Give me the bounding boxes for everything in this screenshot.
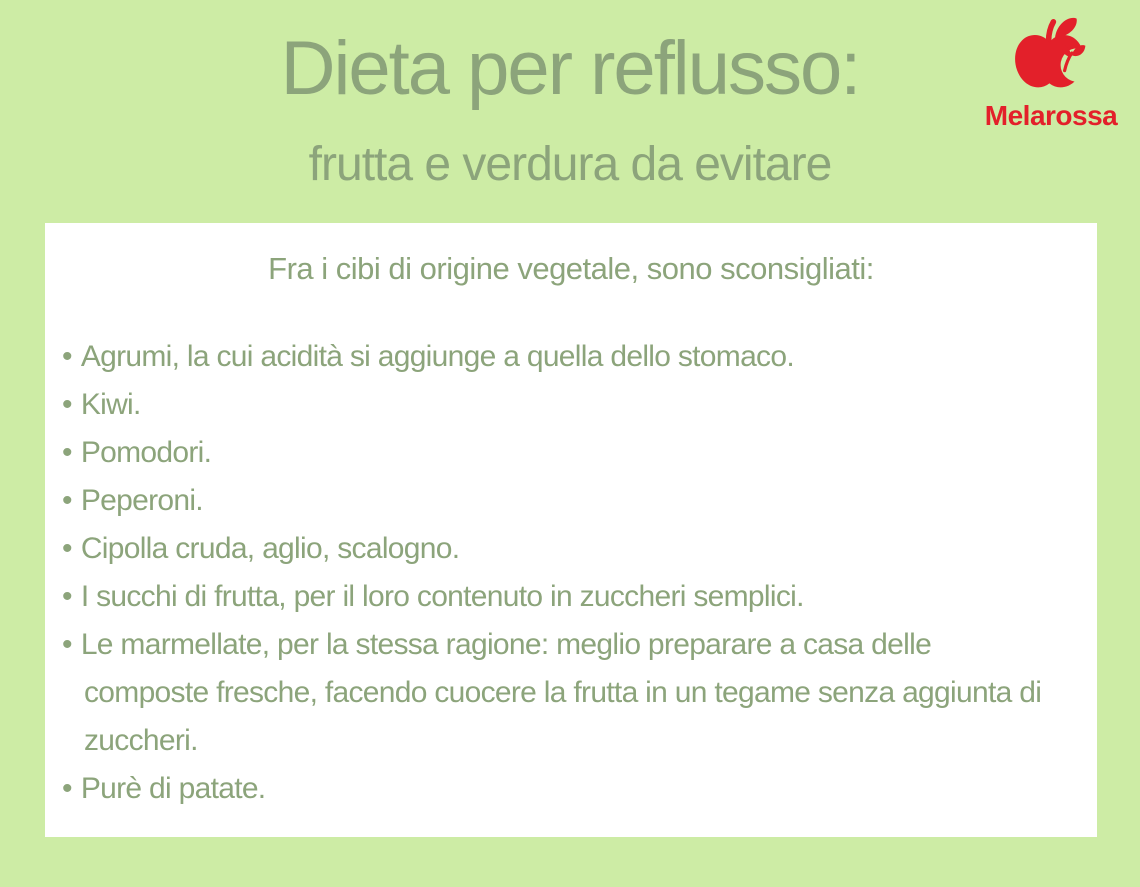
- list-item: [62, 765, 1057, 813]
- list-item-text: Peperoni.: [80, 484, 203, 517]
- list-item: [62, 477, 1057, 525]
- list-item-text: Cipolla cruda, aglio, scalogno.: [80, 532, 460, 565]
- bullet-icon: •: [62, 532, 72, 565]
- bullet-icon: •: [62, 388, 72, 421]
- bullet-icon: •: [62, 580, 72, 613]
- brand-logo: [976, 16, 1126, 132]
- list-item: [62, 525, 1057, 573]
- page-subtitle: frutta e verdura da evitare: [308, 138, 832, 191]
- list-item: [62, 621, 1057, 765]
- page-title: Dieta per reflusso:: [280, 26, 860, 111]
- list-item-text: Kiwi.: [80, 388, 141, 421]
- list-item: [62, 381, 1057, 429]
- list-item: [62, 429, 1057, 477]
- list-item-text: Le marmellate, per la stessa ragione: meglio preparare a casa delle composte fresche, facendo cuocere la frutta in un tegame senza aggiunta di zuccheri.: [80, 628, 1042, 757]
- bullet-icon: •: [62, 628, 72, 661]
- card-intro: Fra i cibi di origine vegetale, sono sconsigliati:: [268, 251, 874, 286]
- list-item: [62, 333, 1057, 381]
- list-item: [62, 573, 1057, 621]
- bullet-icon: •: [62, 772, 72, 805]
- list-item-text: I succhi di frutta, per il loro contenuto in zuccheri semplici.: [80, 580, 804, 613]
- list-item-text: Agrumi, la cui acidità si aggiunge a quella dello stomaco.: [80, 340, 794, 373]
- brand-name: Melarossa: [984, 100, 1118, 131]
- list-item-text: Purè di patate.: [80, 772, 266, 805]
- bullet-icon: •: [62, 484, 72, 517]
- apple-icon: [976, 16, 1126, 98]
- bullet-icon: •: [62, 436, 72, 469]
- content-card: [45, 223, 1097, 837]
- bullet-icon: •: [62, 340, 72, 373]
- food-list: [45, 333, 1097, 813]
- list-item-text: Pomodori.: [80, 436, 212, 469]
